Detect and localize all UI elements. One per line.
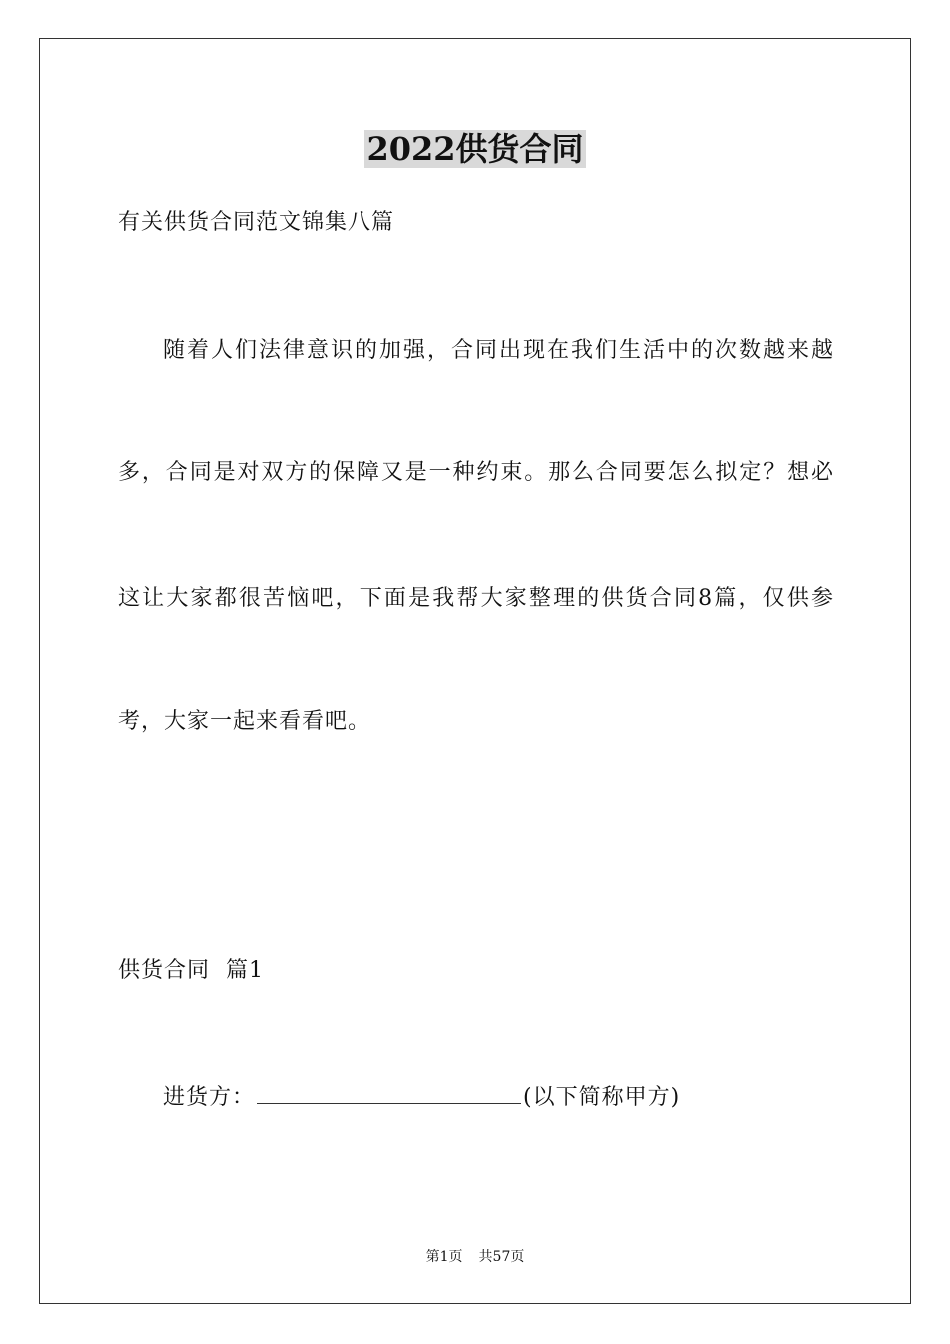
document-title-text: 2022供货合同: [366, 130, 584, 168]
page-current: 第1页: [425, 1249, 463, 1265]
page-total: 共57页: [478, 1249, 525, 1265]
intro-line-2: 多，合同是对双方的保障又是一种约束。那么合同要怎么拟定？想必: [118, 460, 834, 485]
document-title: [0, 127, 950, 171]
intro-line-1: 随着人们法律意识的加强，合同出现在我们生活中的次数越来越: [163, 338, 834, 363]
intro-line-4: 考，大家一起来看看吧。: [118, 709, 372, 734]
buyer-line: [163, 1081, 834, 1113]
intro-line-3: 这让大家都很苦恼吧，下面是我帮大家整理的供货合同8篇，仅供参: [118, 586, 834, 611]
page-footer: [0, 1247, 950, 1267]
section-heading: 供货合同 篇1: [118, 958, 264, 983]
buyer-name-blank: [257, 1081, 521, 1104]
buyer-suffix: (以下简称甲方): [523, 1085, 681, 1110]
buyer-label: 进货方：: [163, 1085, 256, 1110]
document-subtitle: 有关供货合同范文锦集八篇: [118, 210, 395, 235]
